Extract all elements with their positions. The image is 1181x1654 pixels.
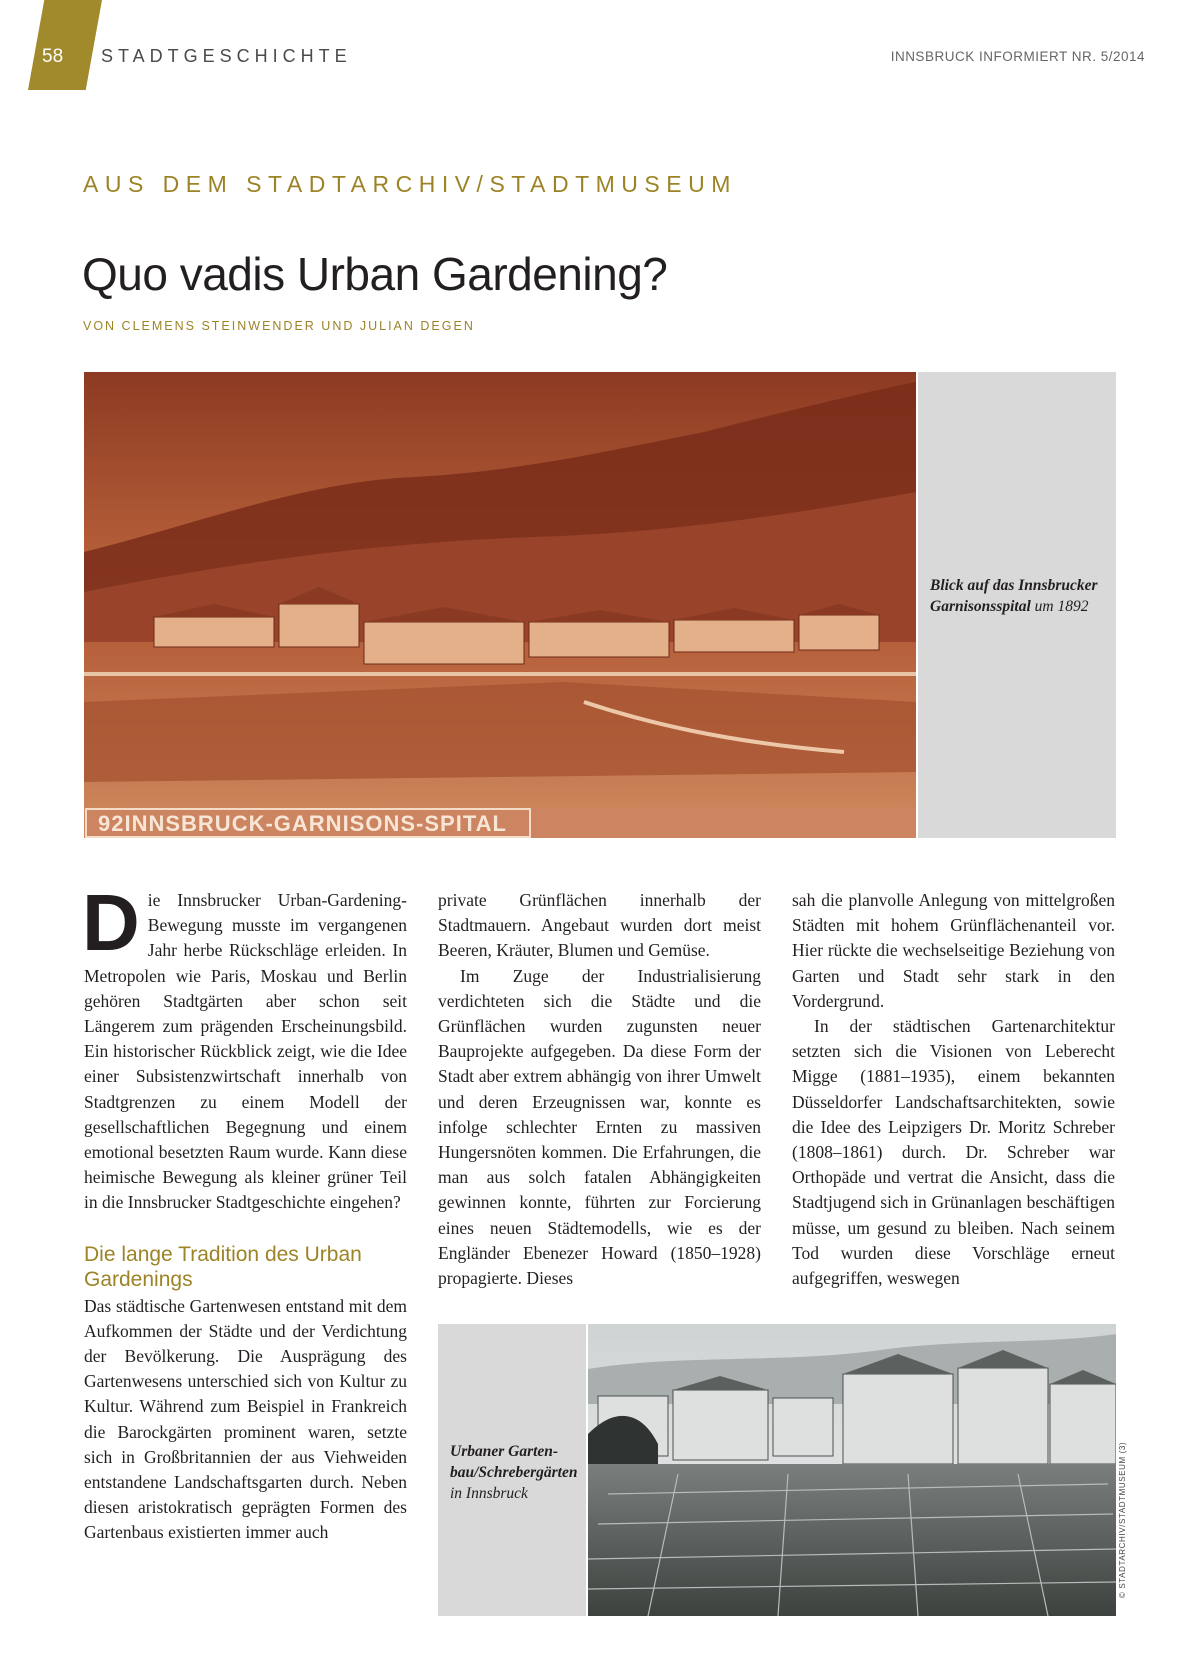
paragraph-industrialisation: Im Zuge der Industrialisierung verdichteten sich die Städte und die Grünflächen wurden zugunsten neuer Bauprojekte aufgegeben. Da diese Form der Stadt aber extrem abhängig von ihrer Umwelt und deren Erzeugnissen war, konnte es infolge schlechter Ernten zu massiven Hungersnöten kommen. Die Erfahrungen, die man aus solch fatalen Abhängigkeiten gewinnen konnte, führten zur Forcierung eines neuen Städtemodells, wie es der Engländer Ebenezer Howard (1850–1928) propagierte. Dieses (438, 965, 761, 1289)
subheading: Die lange Tradition des Urban Gardenings (84, 1242, 362, 1291)
photo1-caption-bold: Blick auf das Innsbrucker Garnisonsspital (930, 577, 1098, 615)
body-column-2 (438, 888, 761, 1291)
photo-credit: © STADTARCHIV/STADTMUSEUM (3) (1118, 1441, 1127, 1598)
body-column-3 (792, 888, 1115, 1291)
photo2-caption (450, 1441, 582, 1504)
article-kicker: AUS DEM STADTARCHIV/STADTMUSEUM (83, 171, 737, 197)
paragraph-garden-city: sah die planvolle Anlegung von mittelgroßen Städten mit hohem Grünflächenanteil vor. Hier rückte die wechselseitige Beziehung von Garten und Stadt sehr stark in den Vordergrund. (792, 890, 1115, 1011)
article-title: Quo vadis Urban Gardening? (82, 248, 668, 300)
photo1-caption-rest: um 1892 (1030, 598, 1089, 615)
dropcap: D (82, 878, 140, 967)
paragraph-tradition: Das städtische Gartenwesen entstand mit dem Aufkommen der Städte und der Verdichtung der Bevölkerung. Die Ausprägung des Gartenwesens unterschied sich von Kultur zu Kultur. Während zum Beispiel in Frankreich die Barockgärten prominent waren, setzte sich in Großbritannien der aus Viehweiden entstandene Landschaftsgarten durch. Neben diesen aristokratisch geprägten Formen des Gartenbaus existierten immer auch (84, 1295, 407, 1543)
article-byline: VON CLEMENS STEINWENDER UND JULIAN DEGEN (83, 319, 475, 333)
page-number: 58 (42, 46, 64, 67)
photo2-caption-bold: Urbaner Gartenbau/Schrebergärten (450, 1443, 578, 1481)
photo-sign-text: 92INNSBRUCK-GARNISONS-SPITAL (98, 811, 507, 836)
page-number-tab (28, 0, 102, 90)
body-column-1 (82, 878, 407, 1546)
issue-label: INNSBRUCK INFORMIERT NR. 5/2014 (890, 49, 1145, 64)
photo2-caption-rest: in Innsbruck (450, 1485, 528, 1502)
photo1-caption (930, 575, 1110, 617)
intro-text: ie Innsbrucker Urban-Gardening-Bewegung musste im vergangenen Jahr herbe Rückschläge erleiden. In Metropolen wie Paris, Moskau und Berlin gehören Stadtgärten aber schon seit Längerem zum prägenden Erscheinungsbild. Ein historischer Rückblick zeigt, wie die Idee einer Subsistenzwirtschaft innerhalb von Stadtgrenzen zu einem Modell der gesellschaftlichen Begegnung und einem emotional besetzten Raum wurde. Kann diese heimische Bewegung als kleiner grüner Teil in die Innsbrucker Stadtgeschichte eingehen? (84, 890, 407, 1213)
section-label: STADTGESCHICHTE (101, 46, 352, 66)
paragraph-intro (82, 878, 407, 1216)
garrison-hospital-photo (84, 372, 916, 838)
paragraph-private-gardens: private Grünflächen innerhalb der Stadtmauern. Angebaut wurden dort meist Beeren, Kräuter, Blumen und Gemüse. (438, 890, 761, 961)
allotment-gardens-photo (588, 1324, 1116, 1616)
paragraph-schreber: In der städtischen Gartenarchitektur setzten sich die Visionen von Leberecht Migge (1881–1935), einem bekannten Düsseldorfer Landschaftsarchitekten, sowie die Idee des Leipzigers Dr. Moritz Schreber (1808–1861) durch. Dr. Schreber war Orthopäde und vertrat die Ansicht, dass die Stadtjugend sich in Grünanlagen beschäftigen müsse, um gesund zu bleiben. Nach seinem Tod wurden diese Vorschläge erneut aufgegriffen, weswegen (792, 1016, 1115, 1289)
